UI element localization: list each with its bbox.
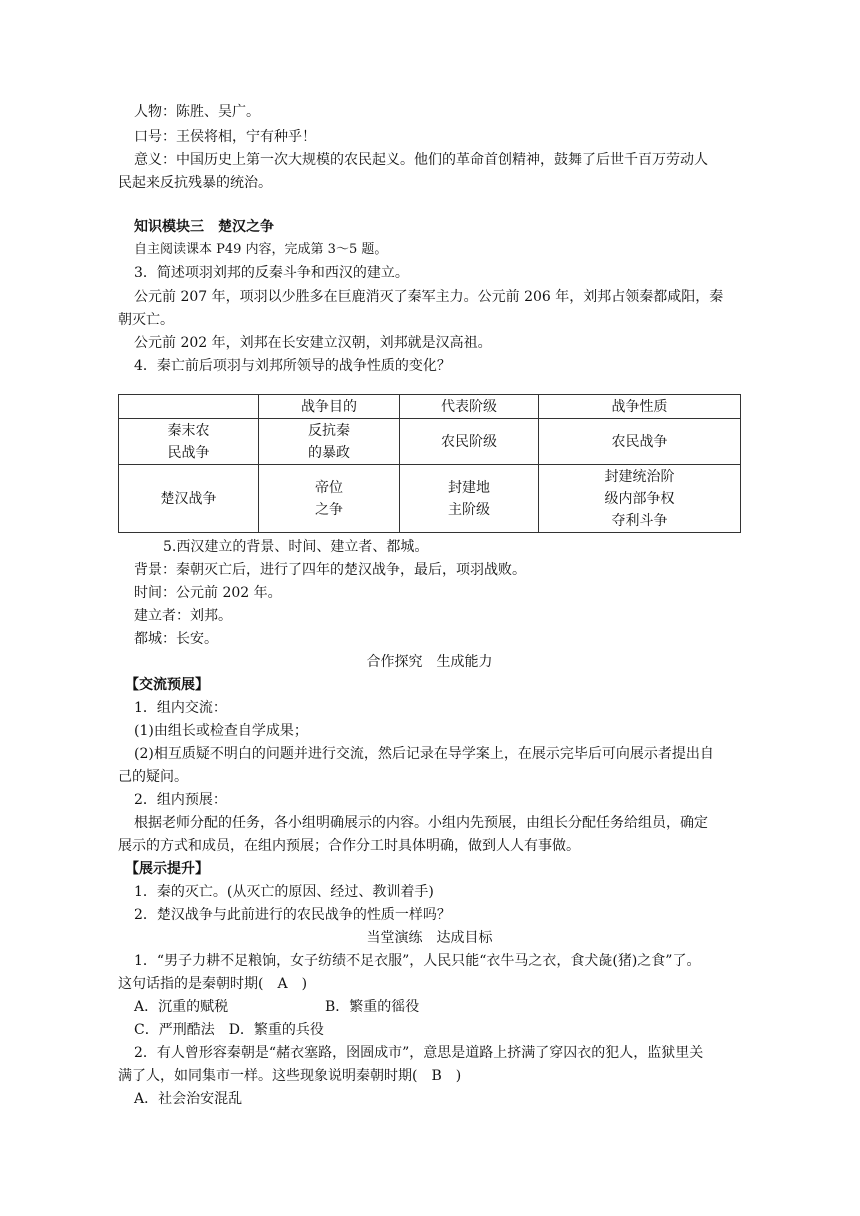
show-item-2: 2．楚汉战争与此前进行的农民战争的性质一样吗？ — [134, 907, 451, 923]
table-header-row — [119, 395, 741, 419]
cell-text: 的暴政 — [308, 444, 350, 461]
cell-text: 帝位 — [315, 479, 343, 496]
show-heading: 【展示提升】 — [125, 861, 209, 877]
section-title-cooperation: 合作探究 生成能力 — [366, 654, 493, 670]
cell-text: 主阶级 — [448, 501, 490, 518]
table-row — [119, 419, 741, 465]
practice-q1-option-cd: C．严刑酷法 D．繁重的兵役 — [134, 1022, 324, 1038]
exchange-item-1: 1．组内交流： — [134, 700, 227, 716]
practice-q1-option-a: A．沉重的赋税 — [134, 999, 229, 1015]
reading-instruction: 自主阅读课本 P49 内容，完成第 3～5 题。 — [134, 242, 388, 257]
exchange-item-2-text: 根据老师分配的任务，各小组明确展示的内容。小组内先预展，由组长分配任务给组员，确定 — [134, 815, 708, 831]
table-cell — [119, 465, 259, 533]
intro-meaning: 意义：中国历史上第一次大规模的农民起义。他们的革命首创精神，鼓舞了后世千百万劳动人 — [134, 152, 708, 168]
table-header-cell: 代表阶级 — [400, 395, 539, 419]
table-cell — [119, 419, 259, 465]
module-heading: 知识模块三 楚汉之争 — [134, 219, 274, 235]
answer-3-line-1: 公元前 207 年，项羽以少胜多在巨鹿消灭了秦军主力。公元前 206 年，刘邦占领秦都咸阳，秦 — [134, 289, 724, 305]
cell-text: 反抗秦 — [308, 422, 350, 439]
intro-meaning-cont: 民起来反抗残暴的统治。 — [118, 175, 272, 191]
answer-3-line-3: 公元前 202 年，刘邦在长安建立汉朝，刘邦就是汉高祖。 — [134, 335, 492, 351]
exchange-item-1b: (2)相互质疑不明白的问题并进行交流，然后记录在导学案上，在展示完毕后可向展示者提出自 — [134, 746, 714, 762]
q5-capital: 都城：长安。 — [134, 631, 218, 647]
cell-text: 之争 — [315, 501, 343, 518]
practice-q1-option-b: B．繁重的徭役 — [325, 999, 420, 1015]
war-comparison-table — [118, 394, 741, 533]
table-cell — [259, 465, 400, 533]
section-title-practice: 当堂演练 达成目标 — [366, 930, 493, 946]
practice-q1-cont: 这句话指的是秦朝时期( A ) — [118, 976, 308, 992]
exchange-heading: 【交流预展】 — [125, 677, 209, 693]
practice-q2-cont: 满了人，如同集市一样。这些现象说明秦朝时期( B ) — [118, 1068, 462, 1084]
question-5: 5.西汉建立的背景、时间、建立者、都城。 — [163, 539, 429, 555]
practice-q2-option-a: A．社会治安混乱 — [134, 1091, 243, 1107]
cell-text: 夺利斗争 — [611, 512, 668, 529]
cell-text: 级内部争权 — [604, 490, 675, 507]
table-cell — [400, 465, 539, 533]
exchange-item-2: 2．组内预展： — [134, 792, 227, 808]
cell-text: 封建统治阶 — [604, 468, 675, 485]
table-row — [119, 465, 741, 533]
exchange-item-2-text-cont: 展示的方式和成员，在组内预展；合作分工时具体明确，做到人人有事做。 — [118, 838, 580, 854]
exchange-item-1b-cont: 己的疑问。 — [118, 769, 188, 785]
practice-q2: 2．有人曾形容秦朝是“赭衣塞路，囹圄成市”，意思是道路上挤满了穿囚衣的犯人，监狱里关 — [134, 1045, 704, 1061]
table-cell — [539, 465, 741, 533]
cell-text: 秦末农 — [167, 422, 210, 439]
cell-text: 封建地 — [448, 479, 490, 496]
q5-founder: 建立者：刘邦。 — [134, 608, 232, 624]
answer-3-line-2: 朝灭亡。 — [118, 312, 174, 328]
cell-text: 民战争 — [167, 444, 210, 461]
table-header-cell — [119, 395, 259, 419]
question-3: 3．简述项羽刘邦的反秦斗争和西汉的建立。 — [134, 265, 409, 281]
exchange-item-1a: (1)由组长或检查自学成果； — [134, 723, 308, 739]
intro-slogan: 口号：王侯将相，宁有种乎！ — [134, 129, 316, 145]
practice-q1: 1．“男子力耕不足粮饷，女子纺绩不足衣服”，人民只能“衣牛马之衣，食犬彘(猪)之食”了。 — [134, 953, 701, 969]
cell-text: 农民阶级 — [441, 433, 497, 450]
table-cell — [400, 419, 539, 465]
cell-text: 农民战争 — [611, 433, 668, 450]
table-cell — [259, 419, 400, 465]
table-cell — [539, 419, 741, 465]
show-item-1: 1．秦的灭亡。(从灭亡的原因、经过、教训着手) — [134, 884, 434, 900]
table-header-cell: 战争目的 — [259, 395, 400, 419]
intro-people: 人物：陈胜、吴广。 — [134, 104, 260, 120]
cell-text: 楚汉战争 — [160, 490, 217, 507]
q5-time: 时间：公元前 202 年。 — [134, 585, 282, 601]
table-header-cell: 战争性质 — [539, 395, 741, 419]
question-4: 4．秦亡前后项羽与刘邦所领导的战争性质的变化？ — [134, 358, 451, 374]
q5-background: 背景：秦朝灭亡后，进行了四年的楚汉战争，最后，项羽战败。 — [134, 562, 526, 578]
